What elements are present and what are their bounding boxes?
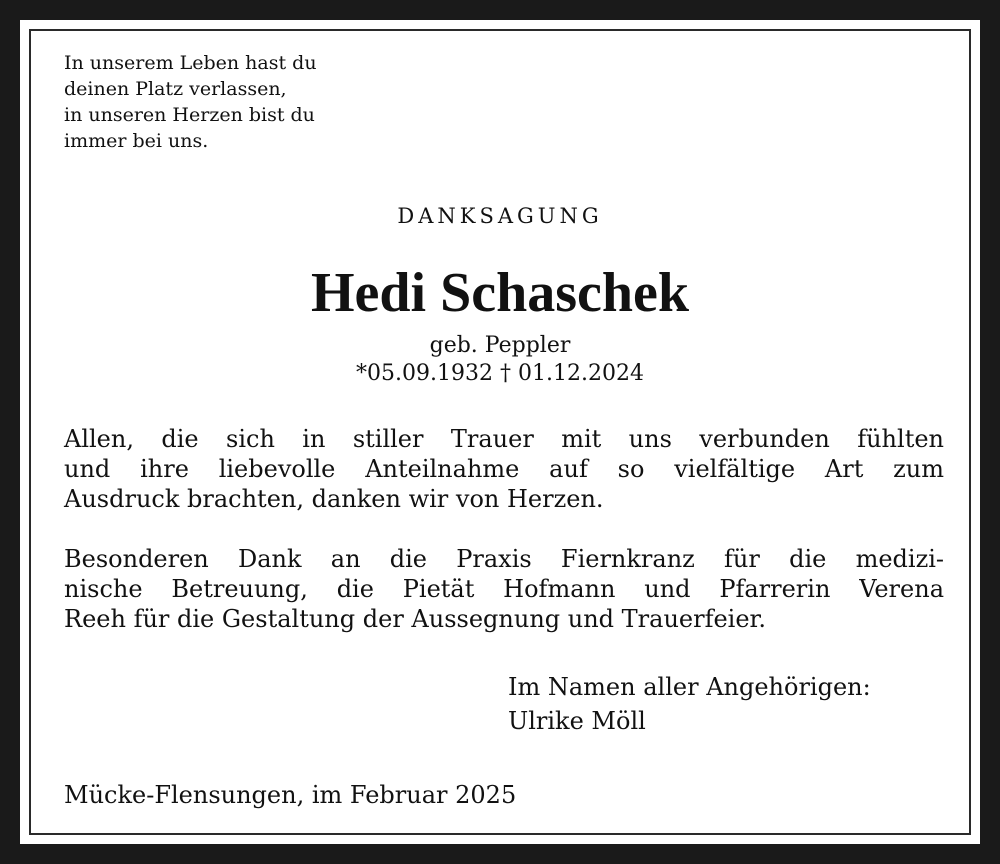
signature-name: Ulrike Möll (508, 707, 646, 735)
poem-line: immer bei uns. (64, 130, 209, 152)
paragraph-line: nische Betreuung, die Pietät Hofmann und Pfarrerin Verena (64, 575, 944, 603)
place-and-date: Mücke-Flensungen, im Februar 2025 (64, 781, 517, 809)
birth-name: geb. Peppler (429, 333, 571, 358)
paragraph-line: und ihre liebevolle Anteilnahme auf so vielfältige Art zum (64, 455, 944, 483)
paragraph-line: Ausdruck brachten, danken wir von Herzen. (64, 485, 604, 513)
paragraph-line: Besonderen Dank an die Praxis Fiernkranz für die medizi- (64, 545, 944, 573)
paragraph-line: Allen, die sich in stiller Trauer mit uns verbunden fühlten (64, 425, 944, 453)
signature-intro: Im Namen aller Angehörigen: (508, 673, 871, 701)
poem-line: deinen Platz verlassen, (64, 78, 287, 100)
life-dates: *05.09.1932 † 01.12.2024 (356, 361, 644, 386)
deceased-name: Hedi Schaschek (310, 262, 690, 324)
poem-line: In unserem Leben hast du (64, 52, 317, 74)
obituary-card (20, 20, 980, 844)
heading-danksagung: DANKSAGUNG (397, 204, 603, 228)
memorial-poem (64, 50, 317, 154)
paragraph-line: Reeh für die Gestaltung der Aussegnung und Trauerfeier. (64, 605, 767, 633)
poem-line: in unseren Herzen bist du (64, 104, 315, 126)
thanks-paragraph (64, 424, 944, 514)
special-thanks-paragraph (64, 544, 944, 634)
signature-block (508, 670, 871, 738)
